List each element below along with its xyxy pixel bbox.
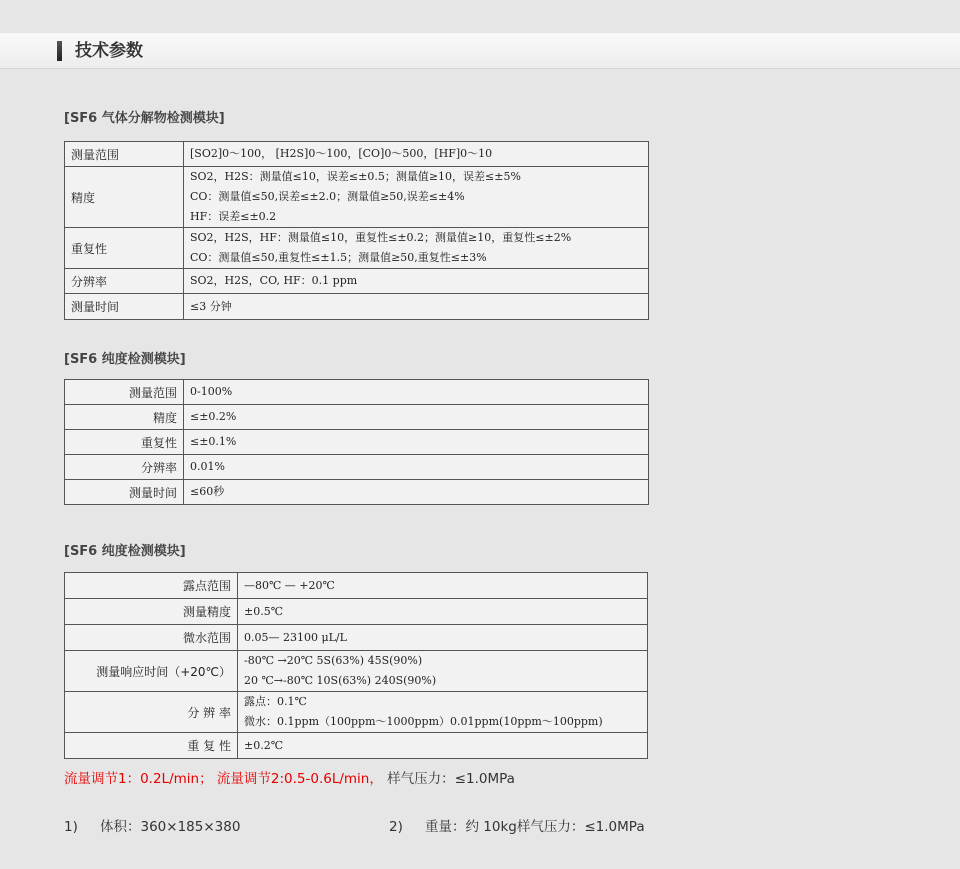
row-value: 0.05— 23100 μL/L: [244, 630, 347, 644]
row-value: 微水：0.1ppm（100ppm～1000ppm）0.01ppm(10ppm～100ppm): [244, 715, 603, 728]
table-row: [65, 733, 648, 759]
row-label: 重 复 性: [65, 733, 238, 759]
row-value: SO2，H2S，HF：测量值≤10，重复性≤±0.2；测量值≥10，重复性≤±2%: [190, 231, 572, 244]
row-value: ±0.5℃: [244, 604, 284, 618]
row-label: 微水范围: [65, 625, 238, 651]
row-value: ≤3 分钟: [190, 299, 232, 313]
page-title: 技术参数: [75, 41, 143, 61]
row-label: 测量响应时间（+20℃）: [65, 651, 238, 692]
row-value: —80℃ — +20℃: [244, 578, 335, 592]
row-value: 20 ℃→-80℃ 10S(63%) 240S(90%): [244, 674, 437, 687]
row-label: 测量时间: [65, 294, 184, 320]
row-value: 0-100%: [190, 385, 233, 398]
row-value: CO：测量值≤50,重复性≤±1.5；测量值≥50,重复性≤±3%: [190, 251, 487, 264]
row-value: [SO2]0～100， [H2S]0～100，[CO]0～500，[HF]0～10: [190, 147, 493, 160]
row-value: ±0.2℃: [244, 738, 284, 752]
header-marker: [57, 41, 62, 61]
section-title-dewpoint: [SF6 纯度检测模块]: [64, 544, 186, 559]
row-label: 精度: [65, 405, 184, 430]
purity-spec-table: [64, 379, 649, 505]
row-value: 0.01%: [190, 460, 225, 473]
row-label: 测量范围: [65, 142, 184, 167]
table-row: [65, 167, 649, 228]
row-value: SO2，H2S：测量值≤10，误差≤±0.5；测量值≥10，误差≤±5%: [190, 170, 521, 183]
row-value: CO：测量值≤50,误差≤±2.0；测量值≥50,误差≤±4%: [190, 190, 465, 203]
row-value: ≤60秒: [190, 485, 225, 498]
row-value: 露点：0.1℃: [244, 695, 307, 708]
row-value: ≤±0.1%: [190, 435, 237, 448]
spec-text: 重量：约 10kg样气压力：≤1.0MPa: [425, 819, 645, 835]
table-row: [65, 228, 649, 269]
row-label: 分 辨 率: [65, 692, 238, 733]
spec-text: 体积：360×185×380: [100, 819, 241, 835]
dewpoint-spec-table: [64, 572, 648, 759]
spec-number: 2): [389, 819, 403, 835]
table-row: [65, 430, 649, 455]
table-row: [65, 651, 648, 692]
table-row: [65, 455, 649, 480]
table-row: [65, 269, 649, 294]
row-label: 分辨率: [65, 269, 184, 294]
spec-item-volume: [64, 817, 240, 837]
table-row: [65, 573, 648, 599]
row-value: -80℃ →20℃ 5S(63%) 45S(90%): [244, 654, 423, 667]
flow-rate-note: [64, 769, 515, 789]
row-label: 露点范围: [65, 573, 238, 599]
row-label: 测量范围: [65, 380, 184, 405]
table-row: [65, 380, 649, 405]
row-label: 测量精度: [65, 599, 238, 625]
section-title-gas-decomposition: [SF6 气体分解物检测模块]: [64, 111, 225, 126]
table-row: [65, 405, 649, 430]
row-value: HF：误差≤±0.2: [190, 210, 277, 223]
table-row: [65, 294, 649, 320]
spec-item-weight: [389, 817, 645, 837]
table-row: [65, 142, 649, 167]
row-label: 精度: [65, 167, 184, 228]
table-row: [65, 480, 649, 505]
row-label: 重复性: [65, 228, 184, 269]
row-label: 分辨率: [65, 455, 184, 480]
flow-rate-1: 流量调节1：0.2L/min；: [64, 771, 213, 787]
row-value: ≤±0.2%: [190, 410, 237, 423]
gas-decomposition-spec-table: [64, 141, 649, 320]
table-row: [65, 599, 648, 625]
flow-rate-2: 流量调节2:0.5-0.6L/min，: [216, 771, 383, 787]
spec-number: 1): [64, 819, 78, 835]
section-title-purity: [SF6 纯度检测模块]: [64, 352, 186, 367]
row-label: 测量时间: [65, 480, 184, 505]
row-label: 重复性: [65, 430, 184, 455]
row-value: SO2，H2S，CO, HF：0.1 ppm: [190, 274, 358, 287]
table-row: [65, 692, 648, 733]
sample-pressure: 样气压力：≤1.0MPa: [387, 771, 515, 787]
table-row: [65, 625, 648, 651]
section-header: [0, 33, 960, 69]
